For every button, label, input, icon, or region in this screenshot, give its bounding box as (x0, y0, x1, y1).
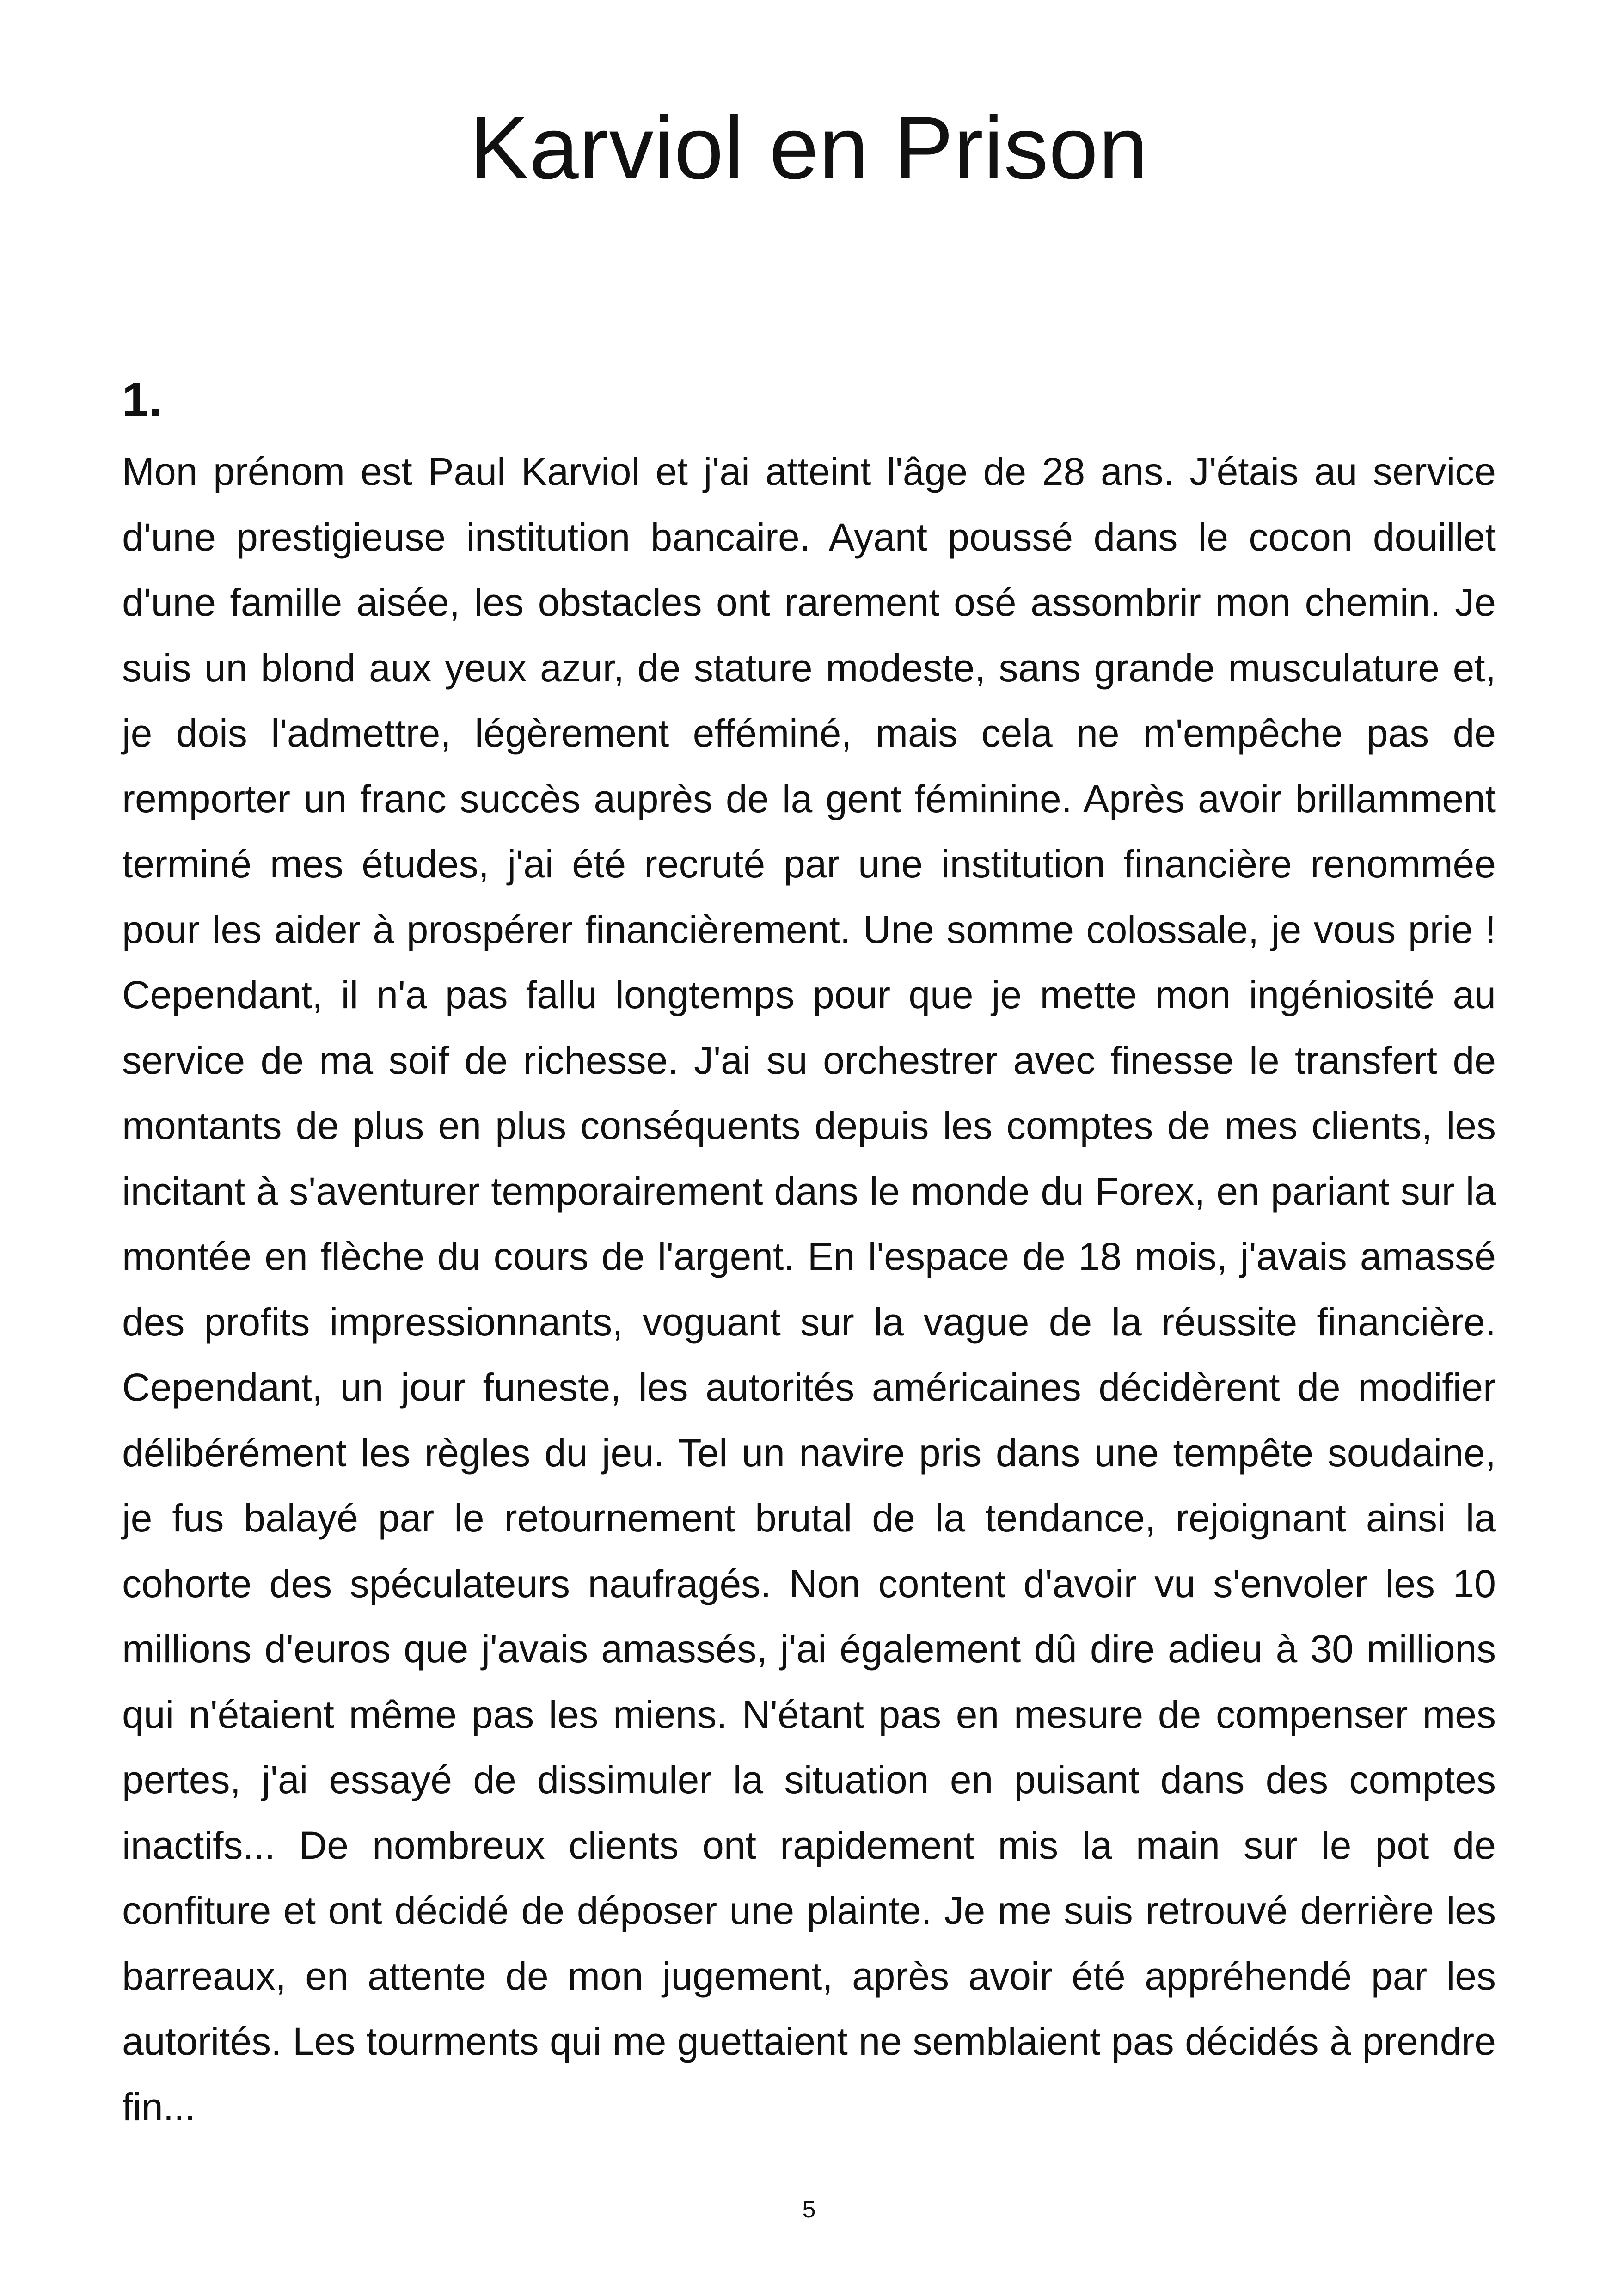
chapter-body-text: Mon prénom est Paul Karviol et j'ai atteint l'âge de 28 ans. J'étais au service d'une prestigieuse institution bancaire. Ayant poussé dans le cocon douillet d'une famille aisée, les obstacles ont rarement osé assombrir mon chemin. Je suis un blond aux yeux azur, de stature modeste, sans grande musculature et, je dois l'admettre, légèrement efféminé, mais cela ne m'empêche pas de remporter un franc succès auprès de la gent féminine. Après avoir brillamment terminé mes études, j'ai été recruté par une institution financière renommée pour les aider à prospérer financièrement. Une somme colossale, je vous prie ! Cependant, il n'a pas fallu longtemps pour que je mette mon ingéniosité au service de ma soif de richesse. J'ai su orchestrer avec finesse le transfert de montants de plus en plus conséquents depuis les comptes de mes clients, les incitant à s'aventurer temporairement dans le monde du Forex, en pariant sur la montée en flèche du cours de l'argent. En l'espace de 18 mois, j'avais amassé des profits impressionnants, voguant sur la vague de la réussite financière. Cependant, un jour funeste, les autorités américaines décidèrent de modifier délibérément les règles du jeu. Tel un navire pris dans une tempête soudaine, je fus balayé par le retournement brutal de la tendance, rejoignant ainsi la cohorte des spéculateurs naufragés. Non content d'avoir vu s'envoler les 10 millions d'euros que j'avais amassés, j'ai également dû dire adieu à 30 millions qui n'étaient même pas les miens. N'étant pas en mesure de compenser mes pertes, j'ai essayé de dissimuler la situation en puisant dans des comptes inactifs... De nombreux clients ont rapidement mis la main sur le pot de confiture et ont décidé de déposer une plainte. Je me suis retrouvé derrière les barreaux, en attente de mon jugement, après avoir été appréhendé par les autorités. Les tourments qui me guettaient ne semblaient pas décidés à prendre fin... (122, 450, 1496, 2129)
page-number: 5 (802, 2196, 816, 2223)
chapter-number: 1. (122, 373, 162, 427)
document-title: Karviol en Prison (469, 98, 1149, 197)
